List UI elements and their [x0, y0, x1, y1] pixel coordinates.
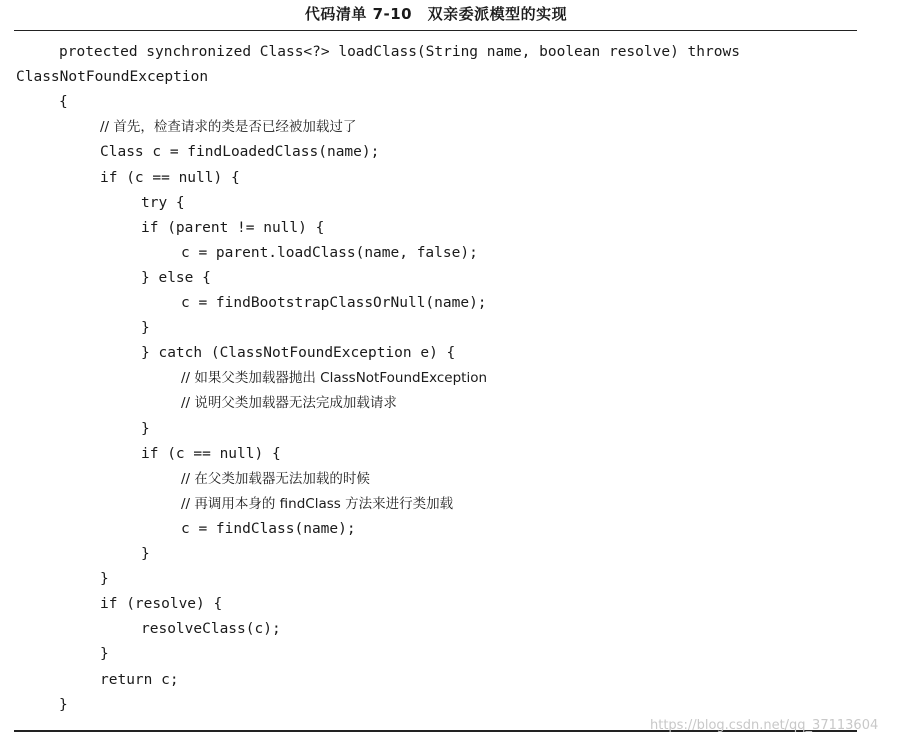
- code-line: ClassNotFoundException: [16, 69, 209, 86]
- watermark-text: https://blog.csdn.net/qq_37113604: [650, 718, 879, 733]
- code-line: if (resolve) {: [100, 596, 223, 613]
- code-line: c = findBootstrapClassOrNull(name);: [181, 295, 487, 311]
- code-line: if (parent != null) {: [141, 219, 325, 236]
- code-line: c = findClass(name);: [181, 520, 356, 537]
- top-rule: [14, 30, 857, 31]
- code-line: } else {: [141, 269, 211, 286]
- code-line: if (c == null) {: [100, 169, 240, 186]
- listing-caption: 代码清单 7-10 双亲委派模型的实现: [304, 5, 568, 23]
- code-line: }: [141, 546, 150, 562]
- code-line: protected synchronized Class<?> loadClass(String name, boolean resolve) throws: [59, 44, 740, 60]
- code-line: }: [100, 571, 109, 588]
- code-line: c = parent.loadClass(name, false);: [181, 244, 478, 261]
- code-comment-line: // 再调用本身的 findClass 方法来进行类加载: [181, 495, 454, 512]
- code-line: }: [100, 646, 109, 663]
- code-comment-line: // 说明父类加载器无法完成加载请求: [181, 395, 397, 412]
- code-line: }: [141, 320, 150, 337]
- code-line: resolveClass(c);: [141, 621, 281, 638]
- code-line: if (c == null) {: [141, 445, 281, 462]
- code-line: }: [59, 696, 68, 713]
- code-comment-line: // 如果父类加载器抛出 ClassNotFoundException: [181, 370, 488, 387]
- code-line: }: [141, 420, 150, 437]
- code-line: return c;: [100, 671, 179, 688]
- code-line: {: [59, 94, 68, 111]
- code-line: Class c = findLoadedClass(name);: [100, 144, 380, 161]
- code-line: } catch (ClassNotFoundException e) {: [141, 345, 456, 362]
- code-comment-line: // 首先，检查请求的类是否已经被加载过了: [100, 119, 357, 136]
- code-comment-line: // 在父类加载器无法加载的时候: [181, 470, 370, 487]
- code-line: try {: [141, 194, 185, 211]
